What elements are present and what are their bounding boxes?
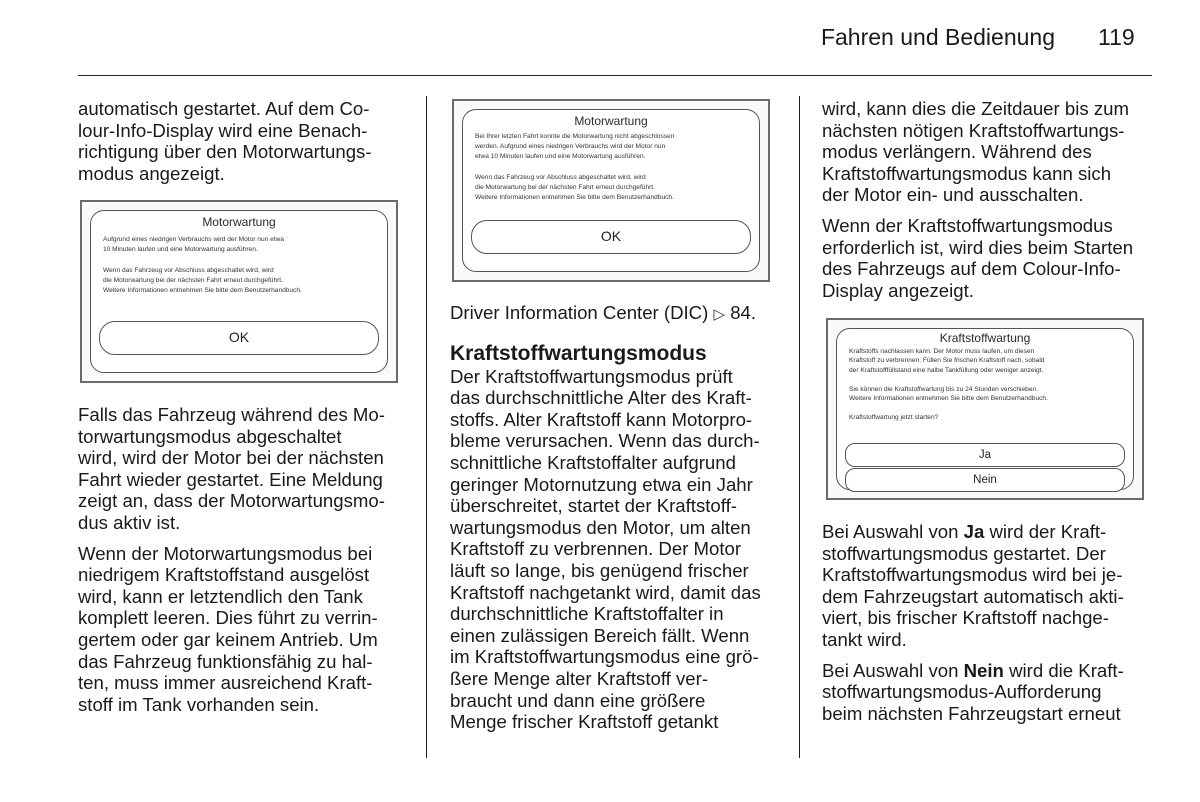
- screen-frame: [462, 109, 760, 272]
- dic-page-link[interactable]: 84.: [730, 302, 757, 323]
- screen-message: Bei Ihrer letzten Fahrt konnte die Motorwartung nicht abgeschlossen werden. Aufgrund eines niedrigen Verbrauchs wird der Motor nun etwa 10 Minuten laufen und eine Motorwartung ausführen. Wenn das Fahrzeug vor Abschluss abgeschaltet wird, wird die Motorwartung bei der nächsten Fahrt erneut durchgeführt. Weitere Informationen entnehmen Sie bitte dem Benutzerhandbuch.: [475, 133, 675, 202]
- paragraph-1: automatisch gestartet. Auf dem Co- lour-Info-Display wird eine Benach- richtigung über den Motorwartungs- modus angezeigt.: [78, 98, 372, 184]
- column-3-lower: [822, 521, 1157, 733]
- column-3: [822, 98, 1157, 310]
- paragraph-1: Der Kraftstoffwartungsmodus prüft das durchschnittliche Alter des Kraft- stoffs. Alter Kraftstoff kann Motorpro- bleme verursachen. Wenn das durch- schnittliche Kraftstoffalter aufgrund geringer Motornutzung etwa ein Jahr überschreitet, startet der Kraftstoff- wartungsmodus den Motor, um alten Kraftstoff zu verbrennen. Der Motor läuft so lange, bis genügend frischer Kraftstoff nachgetankt wird, damit das durchschnittliche Kraftstoffalter in einen zulässigen Bereich fällt. Wenn im Kraftstoffwartungsmodus eine grö- ßere Menge alter Kraftstoff ver- braucht und dann eine größere Menge frischer Kraftstoff getankt: [450, 365, 761, 733]
- paragraph-3: Bei Auswahl von Ja wird der Kraft- stoffwartungsmodus gestartet. Der Kraftstoffwartungsmodus wird bei je- dem Fahrzeugstart automatisch akti- viert, bis frischer Kraftstoff nachge- tankt wird.: [822, 521, 1124, 650]
- header-rule: [78, 75, 1152, 76]
- screen-title: Kraftstoffwartung: [939, 331, 1031, 345]
- screen-title: Motorwartung: [202, 215, 276, 229]
- column-1-lower: [78, 404, 413, 724]
- ja-button[interactable]: Ja: [845, 443, 1125, 467]
- screen-message: Aufgrund eines niedrigen Verbrauchs wird der Motor nun etwa 10 Minuten laufen und eine Motorwartung ausführen. Wenn das Fahrzeug vor Abschluss abgeschaltet wird, wird die Motorwartung bei der nächsten Fahrt erneut durchgeführt. Weitere Informationen entnehmen Sie bitte dem Benutzerhandbuch.: [103, 236, 302, 295]
- paragraph-4: Bei Auswahl von Nein wird die Kraft- stoffwartungsmodus-Aufforderung beim nächsten Fahrzeugstart erneut: [822, 659, 1124, 724]
- column-1: [78, 98, 413, 193]
- motorwartung-screen-2: [452, 99, 770, 282]
- paragraph-2: Falls das Fahrzeug während des Mo- torwartungsmodus abgeschaltet wird, wird der Motor bei der nächsten Fahrt wieder gestartet. Eine Meldung zeigt an, dass der Motorwartungsmo- dus aktiv ist.: [78, 404, 385, 533]
- column-2: [450, 302, 790, 742]
- screen-message: Kraftstoffs nachlassen kann. Der Motor muss laufen, um diesen Kraftstoff zu verbrennen. Füllen Sie frischen Kraftstoff nach, sobald der Kraftstofffüllstand eine halbe Tankfüllung oder weniger anzeigt. Sie können die Kraftstoffwartung bis zu 24 Stunden verschieben. Weitere Informationen entnehmen Sie bitte dem Benutzerhandbuch. Kraftstoffwartung jetzt starten?: [849, 348, 1048, 421]
- dic-reference: Driver Information Center (DIC) ▷ 84.: [450, 302, 757, 323]
- option-nein: Nein: [963, 659, 1004, 681]
- page-reference-icon: ▷: [713, 306, 726, 323]
- running-header-title: Fahren und Bedienung: [820, 24, 1055, 50]
- ok-button[interactable]: OK: [99, 321, 379, 355]
- screen-title: Motorwartung: [574, 114, 648, 128]
- column-divider-1: [426, 96, 427, 758]
- column-divider-2: [799, 96, 800, 758]
- screen-frame: [90, 210, 388, 373]
- screen-frame: [836, 328, 1134, 490]
- nein-button[interactable]: Nein: [845, 468, 1125, 492]
- paragraph-3: Wenn der Motorwartungsmodus bei niedrigem Kraftstoffstand ausgelöst wird, kann er letztendlich den Tank komplett leeren. Dies führt zu verrin- gertem oder gar keinem Antrieb. Um das Fahrzeug funktionsfähig zu hal- ten, muss immer ausreichend Kraft- stoff im Tank vorhanden sein.: [78, 542, 378, 715]
- kraftstoffwartung-screen: [826, 318, 1144, 500]
- option-ja: Ja: [963, 521, 985, 542]
- page-number: 119: [1098, 24, 1135, 50]
- paragraph-1: wird, kann dies die Zeitdauer bis zum nächsten nötigen Kraftstoffwartungs- modus verlängern. Während des Kraftstoffwartungsmodus kann sich der Motor ein- und ausschalten.: [822, 98, 1129, 206]
- motorwartung-screen-1: [80, 200, 398, 383]
- ok-button[interactable]: OK: [471, 220, 751, 254]
- section-heading: Kraftstoffwartungsmodus: [450, 341, 707, 365]
- paragraph-2: Wenn der Kraftstoffwartungsmodus erforderlich ist, wird dies beim Starten des Fahrzeugs auf dem Colour-Info- Display angezeigt.: [822, 214, 1134, 301]
